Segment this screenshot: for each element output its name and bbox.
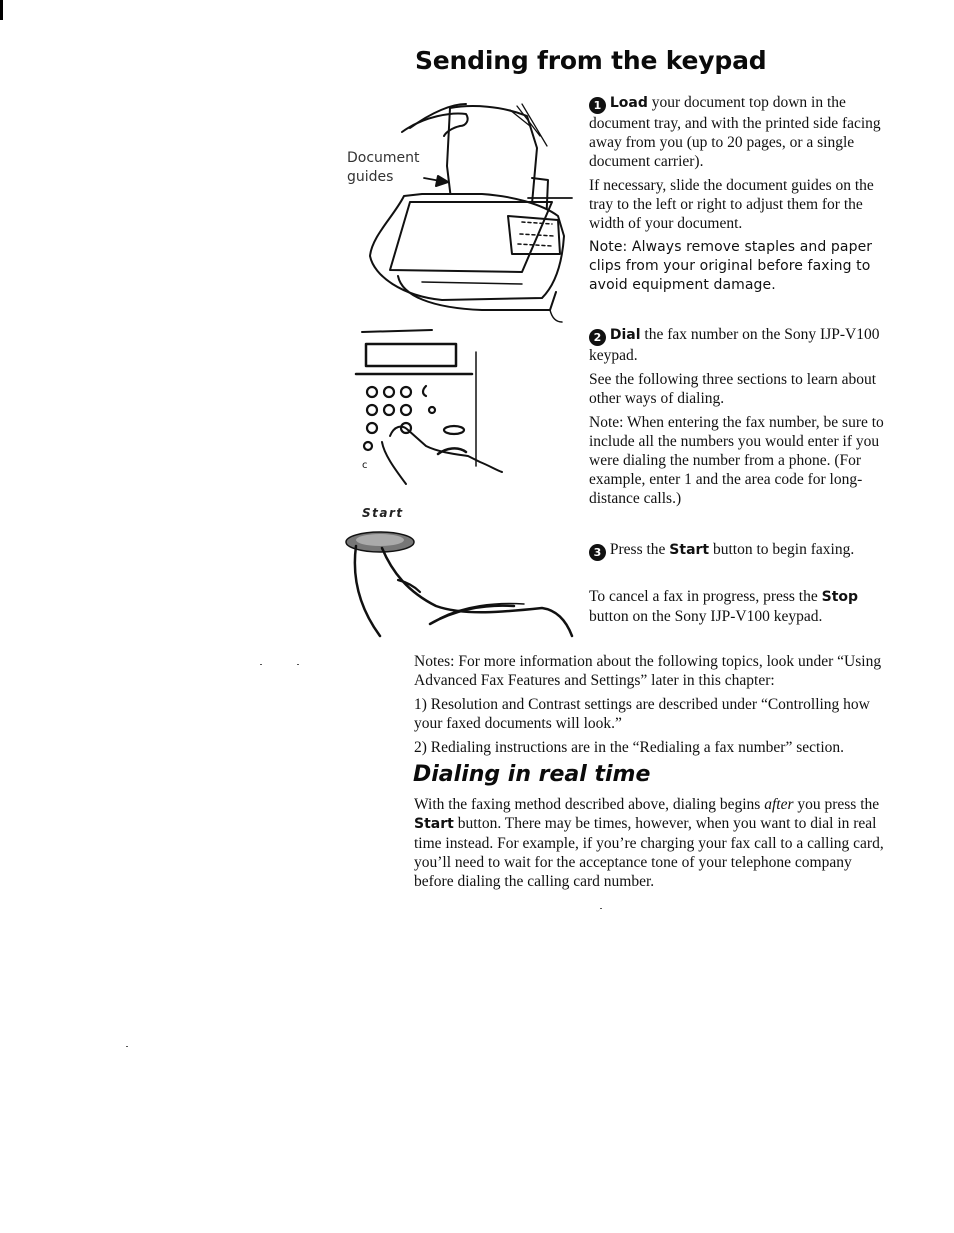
step-2-note: Note: When entering the fax number, be sure to include all the numbers you would enter if you were dialing the number from a phone. (For example, enter 1 and the area code for long-distance calls.) <box>589 414 884 507</box>
step-3 <box>589 540 891 566</box>
step-2-number-icon: 2 <box>589 329 606 346</box>
realtime-emphasis: after <box>764 796 794 813</box>
realtime-paragraph <box>414 795 892 891</box>
realtime-section <box>414 795 892 896</box>
keypad-illustration <box>354 326 504 486</box>
document-guides-label-line2: guides <box>347 169 394 185</box>
step-3-prefix: Press the <box>609 541 666 558</box>
step-2 <box>589 325 891 513</box>
document-guides-label-line1: Document <box>347 150 420 166</box>
cancel-keyword: Stop <box>821 589 859 605</box>
fax-machine-illustration <box>362 86 577 326</box>
document-guides-label <box>347 149 420 187</box>
cancel-instructions <box>589 587 891 631</box>
step-1-number-icon: 1 <box>589 97 606 114</box>
step-2-paragraph: See the following three sections to learn about other ways of dialing. <box>589 371 877 407</box>
realtime-part2: you press the <box>797 796 880 813</box>
realtime-part1: With the faxing method described above, dialing begins <box>414 796 761 813</box>
scan-speck <box>297 664 299 665</box>
step-3-number-icon: 3 <box>589 544 606 561</box>
step-1-paragraph: If necessary, slide the document guides on the tray to the left or right to adjust them for the width of your document. <box>589 177 874 232</box>
realtime-keyword: Start <box>414 816 454 832</box>
notes-intro: Notes: For more information about the following topics, look under “Using Advanced Fax Features and Settings” later in this chapter: <box>414 653 882 689</box>
scan-speck <box>600 908 602 909</box>
cancel-paragraph <box>589 587 891 626</box>
start-button-illustration <box>344 526 584 646</box>
scan-speck <box>260 664 262 665</box>
svg-text:c: c <box>362 460 368 471</box>
section-heading-dialing: Dialing in real time <box>413 762 651 787</box>
notes-section <box>414 652 892 762</box>
step-3-text: button to begin faxing. <box>713 541 855 558</box>
page-title: Sending from the keypad <box>415 46 767 75</box>
notes-item-2: 2) Redialing instructions are in the “Redialing a fax number” section. <box>414 739 844 756</box>
step-2-keyword: Dial <box>609 327 641 343</box>
step-2-text: the fax number on the Sony IJP-V100 keypad. <box>589 326 880 364</box>
step-1-keyword: Load <box>609 95 648 111</box>
step-3-keyword: Start <box>669 542 710 558</box>
step-1-intro <box>589 93 891 171</box>
start-label: Start <box>362 506 404 520</box>
cancel-suffix: button on the Sony IJP-V100 keypad. <box>589 608 823 625</box>
realtime-part3: button. There may be times, however, when you want to dial in real time instead. For example, if you’re charging your fax call to a calling card, you’ll need to wait for the acceptance tone of your telephone company before dialing the calling card number. <box>414 815 884 890</box>
notes-item-1: 1) Resolution and Contrast settings are described under “Controlling how your faxed documents will look.” <box>414 696 870 732</box>
scan-speck <box>126 1046 128 1047</box>
page-edge-mark <box>0 0 3 20</box>
step-3-intro <box>589 540 891 561</box>
step-2-intro <box>589 325 891 365</box>
step-1-text: your document top down in the document tray, and with the printed side facing away from you (up to 20 pages, or a single document carrier). <box>589 94 881 170</box>
cancel-prefix: To cancel a fax in progress, press the <box>589 588 818 605</box>
step-1-note: Note: Always remove staples and paper clips from your original before faxing to avoid equipment damage. <box>589 239 873 293</box>
step-1 <box>589 93 891 300</box>
